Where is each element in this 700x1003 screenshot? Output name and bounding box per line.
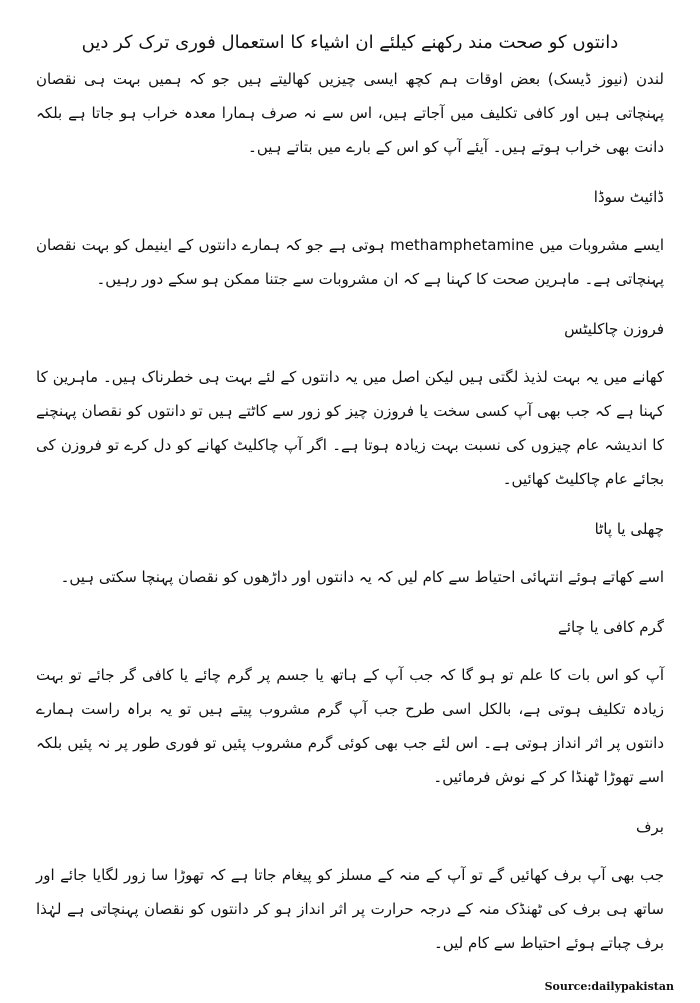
section-body-ice: جب بھی آپ برف کھائیں گے تو آپ کے منہ کے مسلز کو پیغام جاتا ہے کہ تھوڑا سا زور لگایا جائے اور ساتھ ہی برف کی ٹھنڈک منہ کے درجہ حرارت پر اثر انداز ہو کر دانتوں کو نقصان پہنچاتی ہے لہٰذا برف چباتے ہوئے احتیاط سے کام لیں۔	[36, 866, 664, 952]
section-heading-hot-drinks: گرم کافی یا چائے	[558, 618, 664, 636]
section-heading-chips: چھلی یا پاٹا	[594, 520, 664, 538]
section-heading-frozen-chocolates: فروزن چاکلیٹس	[564, 320, 664, 338]
section-body-chips: اسے کھاتے ہوئے انتہائی احتیاط سے کام لیں کہ یہ دانتوں اور داڑھوں کو نقصان پہنچا سکتی ہیں۔	[60, 568, 664, 586]
section-heading-diet-soda: ڈائیٹ سوڈا	[593, 188, 664, 206]
article-title: دانتوں کو صحت مند رکھنے کیلئے ان اشیاء کا استعمال فوری ترک کر دیں	[81, 32, 619, 53]
section-body-diet-soda: ایسے مشروبات میں methamphetamine ہوتی ہے جو کہ ہمارے دانتوں کے اینیمل کو بہت نقصان پہنچاتی ہے۔ ماہرین صحت کا کہنا ہے کہ ان مشروبات سے جتنا ممکن ہو سکے دور رہیں۔	[36, 236, 664, 288]
article-intro: لندن (نیوز ڈیسک) بعض اوقات ہم کچھ ایسی چیزیں کھالیتے ہیں جو کہ ہمیں بہت ہی نقصان پہنچاتی ہیں اور کافی تکلیف میں آجاتے ہیں، اس سے نہ صرف ہمارا معدہ خراب ہو جاتا ہے بلکہ دانت بھی خراب ہوتے ہیں۔ آیئے آپ کو اس کے بارے میں بتاتے ہیں۔	[36, 70, 664, 156]
section-body-frozen-chocolates: کھانے میں یہ بہت لذیذ لگتی ہیں لیکن اصل میں یہ دانتوں کے لئے بہت ہی خطرناک ہیں۔ ماہرین کا کہنا ہے کہ جب بھی آپ کسی سخت یا فروزن چیز کو زور سے کاٹتے ہیں تو دانتوں کو نقصان پہنچنے کا اندیشہ عام چیزوں کی نسبت بہت زیادہ ہوتا ہے۔ اگر آپ چاکلیٹ کھانے کو دل کرے تو فروزن کی بجائے عام چاکلیٹ کھائیں۔	[36, 368, 664, 488]
source-credit: Source:dailypakistan	[544, 980, 674, 993]
section-heading-ice: برف	[635, 818, 664, 836]
section-body-hot-drinks: آپ کو اس بات کا علم تو ہو گا کہ جب آپ کے ہاتھ یا جسم پر گرم چائے یا کافی گر جائے تو بہت زیادہ تکلیف ہوتی ہے، بالکل اسی طرح جب آپ گرم مشروب پیتے ہیں تو یہ براہ راست ہمارے دانتوں پر اثر انداز ہوتی ہے۔ اس لئے جب بھی کوئی گرم مشروب پئیں تو فوری طور پر نہ پئیں بلکہ اسے تھوڑا ٹھنڈا کر کے نوش فرمائیں۔	[36, 666, 664, 786]
